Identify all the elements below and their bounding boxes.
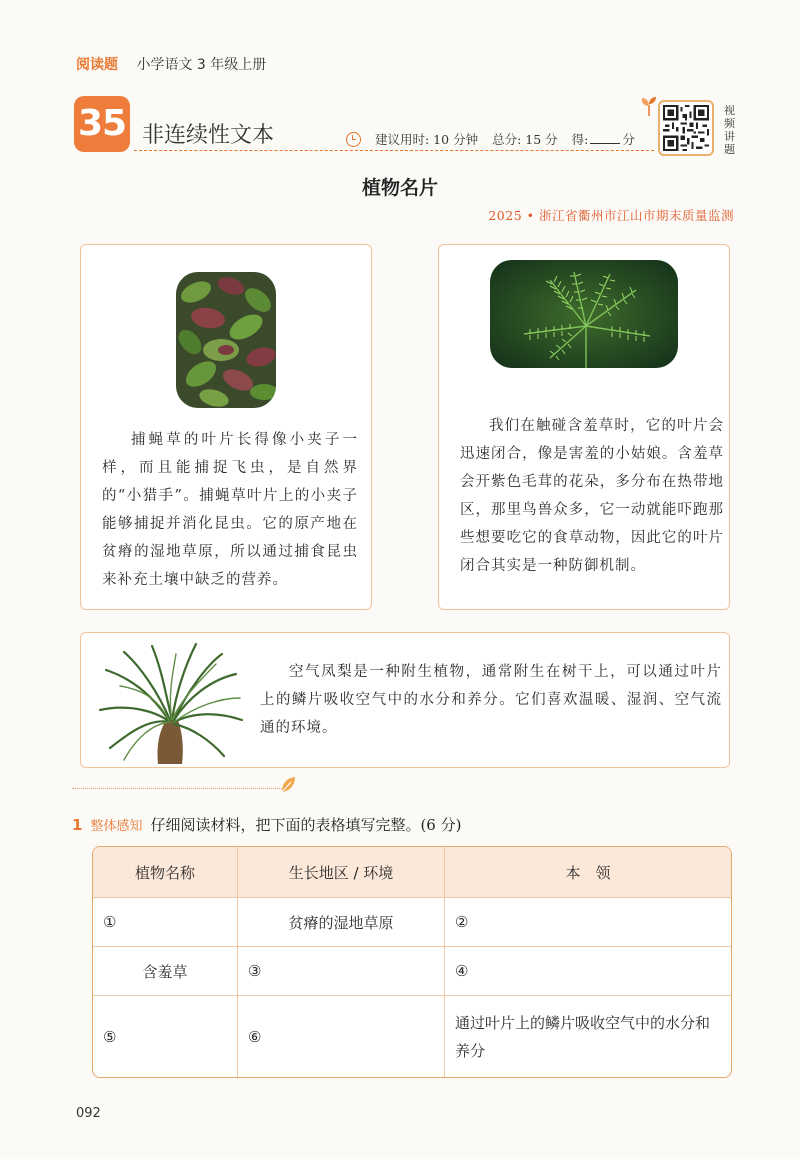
- column-header: 本 领: [445, 847, 732, 898]
- score-unit: 分: [622, 132, 635, 147]
- header-tag: 阅读题: [76, 57, 118, 73]
- exam-meta: [346, 130, 635, 148]
- column-header: 生长地区 / 环境: [238, 847, 445, 898]
- clock-icon: [346, 132, 361, 147]
- time-label: 建议用时: 10 分钟: [375, 132, 479, 147]
- table-cell[interactable]: ③: [238, 947, 445, 996]
- air-plant-text: 空气凤梨是一种附生植物，通常附生在树干上，可以通过叶片上的鳞片吸收空气中的水分和养分。它们喜欢温暖、湿润、空气流通的环境。: [260, 664, 722, 736]
- qr-code-icon: [663, 105, 709, 151]
- page-header: [76, 54, 266, 74]
- column-header: 植物名称: [93, 847, 238, 898]
- table-row: [93, 996, 731, 1079]
- section-divider: [72, 788, 290, 789]
- table-cell: 贫瘠的湿地草原: [238, 898, 445, 947]
- table-row: [93, 947, 731, 996]
- sprout-icon: [640, 96, 658, 116]
- qr-code[interactable]: [658, 100, 714, 156]
- mimosa-photo: [490, 260, 678, 368]
- table-cell: 含羞草: [93, 947, 238, 996]
- flytrap-photo: [176, 272, 276, 408]
- title-divider: [134, 150, 654, 151]
- air-plant-photo: [96, 640, 246, 764]
- question-number: 1: [72, 816, 83, 834]
- page-number: 092: [76, 1106, 101, 1121]
- table-cell: 通过叶片上的鳞片吸收空气中的水分和养分: [445, 996, 732, 1079]
- table-row: [93, 898, 731, 947]
- total-label: 总分: 15 分: [492, 132, 558, 147]
- leaf-icon: [280, 776, 296, 794]
- table-cell[interactable]: ④: [445, 947, 732, 996]
- flytrap-text: 捕蝇草的叶片长得像小夹子一样，而且能捕捉飞虫，是自然界的“小猎手”。捕蝇草叶片上的小夹子能够捕捉并消化昆虫。它的原产地在贫瘠的湿地草原，所以通过捕食昆虫来补充土壤中缺乏的营养。: [102, 432, 358, 588]
- score-label: 得:: [571, 132, 589, 147]
- score-blank: [590, 143, 620, 144]
- question-tag: 整体感知: [90, 819, 143, 834]
- source-note: 2025 • 浙江省衢州市江山市期末质量监测: [488, 208, 734, 223]
- table-cell[interactable]: ①: [93, 898, 238, 947]
- mimosa-text: 我们在触碰含羞草时，它的叶片会迅速闭合，像是害羞的小姑娘。含羞草会开紫色毛茸的花朵，多分布在热带地区，那里鸟兽众多，它一动就能吓跑那些想要吃它的食草动物，因此它的叶片闭合其实是一种防御机制。: [460, 418, 724, 574]
- unit-number-badge: 35: [74, 96, 130, 152]
- table-cell[interactable]: ②: [445, 898, 732, 947]
- question-text: 仔细阅读材料，把下面的表格填写完整。(6 分): [150, 816, 462, 834]
- table-header-row: [93, 847, 731, 898]
- table-cell[interactable]: ⑤: [93, 996, 238, 1079]
- unit-title: 非连续性文本: [142, 123, 275, 148]
- question-1: [72, 814, 461, 835]
- passage-title: 植物名片: [361, 177, 438, 199]
- qr-label: 视频讲题: [724, 104, 735, 156]
- header-book: 小学语文 3 年级上册: [136, 57, 267, 73]
- answer-table: [92, 846, 732, 1078]
- table-cell[interactable]: ⑥: [238, 996, 445, 1079]
